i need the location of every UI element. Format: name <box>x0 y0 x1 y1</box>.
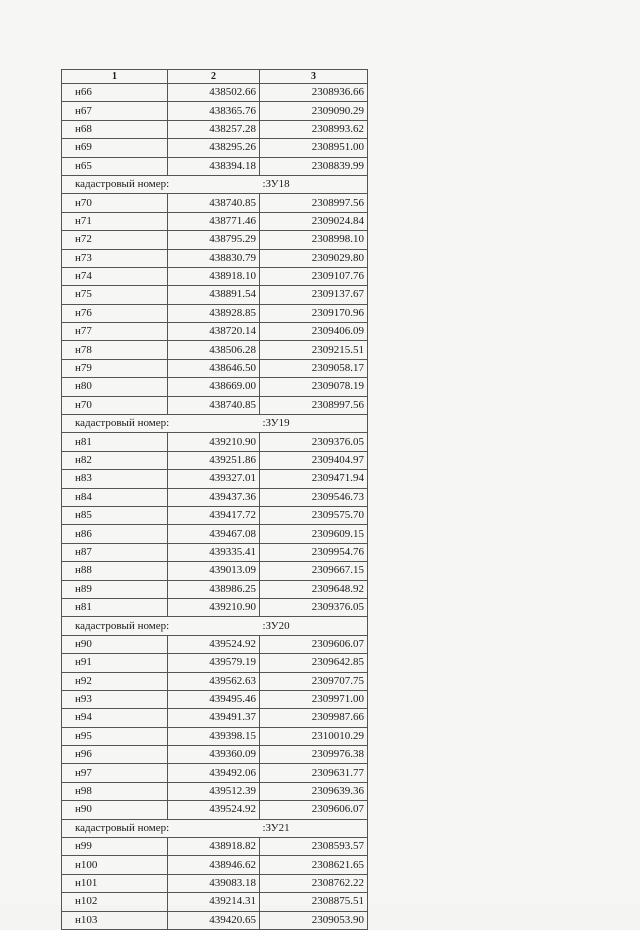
y-coordinate: 2309971.00 <box>260 690 368 708</box>
table-row <box>62 433 368 451</box>
y-coordinate: 2309376.05 <box>260 433 368 451</box>
point-id: н81 <box>62 433 168 451</box>
point-id: н65 <box>62 157 168 175</box>
x-coordinate: 439492.06 <box>168 764 260 782</box>
point-id: н86 <box>62 525 168 543</box>
table-row <box>62 304 368 322</box>
x-coordinate: 438646.50 <box>168 359 260 377</box>
x-coordinate: 439083.18 <box>168 874 260 892</box>
table-row <box>62 635 368 653</box>
table-row <box>62 506 368 524</box>
x-coordinate: 439210.90 <box>168 598 260 616</box>
y-coordinate: 2309606.07 <box>260 801 368 819</box>
point-id: н78 <box>62 341 168 359</box>
y-coordinate: 2308998.10 <box>260 231 368 249</box>
table-row <box>62 249 368 267</box>
y-coordinate: 2308875.51 <box>260 893 368 911</box>
table-row <box>62 157 368 175</box>
table-row <box>62 194 368 212</box>
x-coordinate: 439579.19 <box>168 654 260 672</box>
point-id: н98 <box>62 782 168 800</box>
table-row <box>62 102 368 120</box>
table-row <box>62 120 368 138</box>
point-id: н94 <box>62 709 168 727</box>
y-coordinate: 2308951.00 <box>260 139 368 157</box>
x-coordinate: 438295.26 <box>168 139 260 157</box>
point-id: н95 <box>62 727 168 745</box>
point-id: н77 <box>62 323 168 341</box>
x-coordinate: 439398.15 <box>168 727 260 745</box>
y-coordinate: 2308593.57 <box>260 838 368 856</box>
table-row <box>62 672 368 690</box>
y-coordinate: 2309376.05 <box>260 598 368 616</box>
table-row <box>62 654 368 672</box>
y-coordinate: 2309987.66 <box>260 709 368 727</box>
y-coordinate: 2308936.66 <box>260 84 368 102</box>
point-id: н99 <box>62 838 168 856</box>
point-id: н89 <box>62 580 168 598</box>
header-col-2: 2 <box>168 70 260 84</box>
y-coordinate: 2309215.51 <box>260 341 368 359</box>
x-coordinate: 439562.63 <box>168 672 260 690</box>
point-id: н87 <box>62 543 168 561</box>
point-id: н101 <box>62 874 168 892</box>
y-coordinate: 2309107.76 <box>260 267 368 285</box>
x-coordinate: 438918.10 <box>168 267 260 285</box>
y-coordinate: 2309404.97 <box>260 451 368 469</box>
header-col-1: 1 <box>62 70 168 84</box>
x-coordinate: 439524.92 <box>168 635 260 653</box>
y-coordinate: 2308993.62 <box>260 120 368 138</box>
x-coordinate: 438795.29 <box>168 231 260 249</box>
table-row <box>62 874 368 892</box>
x-coordinate: 439335.41 <box>168 543 260 561</box>
point-id: н96 <box>62 746 168 764</box>
table-row <box>62 746 368 764</box>
point-id: н73 <box>62 249 168 267</box>
point-id: н76 <box>62 304 168 322</box>
table-row <box>62 359 368 377</box>
table-row <box>62 451 368 469</box>
point-id: н100 <box>62 856 168 874</box>
table-row <box>62 580 368 598</box>
y-coordinate: 2309976.38 <box>260 746 368 764</box>
cadastral-code: :ЗУ18 <box>260 175 368 193</box>
table-header-row <box>62 70 368 84</box>
x-coordinate: 438740.85 <box>168 194 260 212</box>
y-coordinate: 2309546.73 <box>260 488 368 506</box>
x-coordinate: 438502.66 <box>168 84 260 102</box>
point-id: н103 <box>62 911 168 929</box>
x-coordinate: 438771.46 <box>168 212 260 230</box>
table-row <box>62 893 368 911</box>
cadastral-section-row <box>62 175 368 193</box>
y-coordinate: 2309029.80 <box>260 249 368 267</box>
x-coordinate: 438740.85 <box>168 396 260 414</box>
y-coordinate: 2309606.07 <box>260 635 368 653</box>
x-coordinate: 438928.85 <box>168 304 260 322</box>
x-coordinate: 439251.86 <box>168 451 260 469</box>
point-id: н84 <box>62 488 168 506</box>
x-coordinate: 439210.90 <box>168 433 260 451</box>
x-coordinate: 438918.82 <box>168 838 260 856</box>
table-row <box>62 84 368 102</box>
table-row <box>62 267 368 285</box>
point-id: н83 <box>62 470 168 488</box>
x-coordinate: 439214.31 <box>168 893 260 911</box>
x-coordinate: 439524.92 <box>168 801 260 819</box>
x-coordinate: 439013.09 <box>168 562 260 580</box>
point-id: н67 <box>62 102 168 120</box>
x-coordinate: 438669.00 <box>168 378 260 396</box>
y-coordinate: 2309631.77 <box>260 764 368 782</box>
y-coordinate: 2308621.65 <box>260 856 368 874</box>
point-id: н93 <box>62 690 168 708</box>
x-coordinate: 439495.46 <box>168 690 260 708</box>
x-coordinate: 439360.09 <box>168 746 260 764</box>
point-id: н71 <box>62 212 168 230</box>
y-coordinate: 2309609.15 <box>260 525 368 543</box>
table-row <box>62 488 368 506</box>
cadastral-label: кадастровый номер: <box>62 819 260 837</box>
x-coordinate: 438365.76 <box>168 102 260 120</box>
cadastral-label: кадастровый номер: <box>62 415 260 433</box>
table-row <box>62 598 368 616</box>
y-coordinate: 2309024.84 <box>260 212 368 230</box>
x-coordinate: 439512.39 <box>168 782 260 800</box>
x-coordinate: 438506.28 <box>168 341 260 359</box>
table-row <box>62 856 368 874</box>
table-row <box>62 709 368 727</box>
point-id: н81 <box>62 598 168 616</box>
y-coordinate: 2308839.99 <box>260 157 368 175</box>
x-coordinate: 438946.62 <box>168 856 260 874</box>
table-row <box>62 323 368 341</box>
table-row <box>62 782 368 800</box>
point-id: н85 <box>62 506 168 524</box>
table-row <box>62 396 368 414</box>
header-col-3: 3 <box>260 70 368 84</box>
y-coordinate: 2309053.90 <box>260 911 368 929</box>
table-row <box>62 231 368 249</box>
point-id: н70 <box>62 194 168 212</box>
point-id: н92 <box>62 672 168 690</box>
x-coordinate: 438891.54 <box>168 286 260 304</box>
table-row <box>62 341 368 359</box>
point-id: н75 <box>62 286 168 304</box>
x-coordinate: 439420.65 <box>168 911 260 929</box>
point-id: н88 <box>62 562 168 580</box>
x-coordinate: 438830.79 <box>168 249 260 267</box>
point-id: н90 <box>62 801 168 819</box>
y-coordinate: 2309667.15 <box>260 562 368 580</box>
point-id: н90 <box>62 635 168 653</box>
coordinates-table <box>61 69 368 930</box>
y-coordinate: 2309058.17 <box>260 359 368 377</box>
table-row <box>62 543 368 561</box>
x-coordinate: 438720.14 <box>168 323 260 341</box>
point-id: н97 <box>62 764 168 782</box>
x-coordinate: 439467.08 <box>168 525 260 543</box>
cadastral-section-row <box>62 819 368 837</box>
x-coordinate: 438394.18 <box>168 157 260 175</box>
x-coordinate: 438257.28 <box>168 120 260 138</box>
x-coordinate: 439417.72 <box>168 506 260 524</box>
table-row <box>62 470 368 488</box>
cadastral-label: кадастровый номер: <box>62 175 260 193</box>
table-row <box>62 139 368 157</box>
x-coordinate: 439437.36 <box>168 488 260 506</box>
cadastral-code: :ЗУ20 <box>260 617 368 635</box>
x-coordinate: 439327.01 <box>168 470 260 488</box>
table-row <box>62 525 368 543</box>
y-coordinate: 2308762.22 <box>260 874 368 892</box>
table-row <box>62 286 368 304</box>
y-coordinate: 2309575.70 <box>260 506 368 524</box>
table-row <box>62 911 368 929</box>
point-id: н91 <box>62 654 168 672</box>
table-row <box>62 212 368 230</box>
x-coordinate: 439491.37 <box>168 709 260 727</box>
y-coordinate: 2309642.85 <box>260 654 368 672</box>
y-coordinate: 2309090.29 <box>260 102 368 120</box>
y-coordinate: 2308997.56 <box>260 194 368 212</box>
table-row <box>62 838 368 856</box>
point-id: н79 <box>62 359 168 377</box>
point-id: н70 <box>62 396 168 414</box>
point-id: н69 <box>62 139 168 157</box>
y-coordinate: 2309078.19 <box>260 378 368 396</box>
y-coordinate: 2309954.76 <box>260 543 368 561</box>
y-coordinate: 2309707.75 <box>260 672 368 690</box>
table-row <box>62 690 368 708</box>
point-id: н66 <box>62 84 168 102</box>
point-id: н72 <box>62 231 168 249</box>
y-coordinate: 2309170.96 <box>260 304 368 322</box>
cadastral-label: кадастровый номер: <box>62 617 260 635</box>
point-id: н102 <box>62 893 168 911</box>
y-coordinate: 2309648.92 <box>260 580 368 598</box>
cadastral-section-row <box>62 617 368 635</box>
table-row <box>62 562 368 580</box>
table-row <box>62 764 368 782</box>
y-coordinate: 2309137.67 <box>260 286 368 304</box>
y-coordinate: 2308997.56 <box>260 396 368 414</box>
point-id: н82 <box>62 451 168 469</box>
table-row <box>62 727 368 745</box>
cadastral-section-row <box>62 415 368 433</box>
point-id: н80 <box>62 378 168 396</box>
y-coordinate: 2310010.29 <box>260 727 368 745</box>
point-id: н74 <box>62 267 168 285</box>
point-id: н68 <box>62 120 168 138</box>
table-row <box>62 378 368 396</box>
table-row <box>62 801 368 819</box>
cadastral-code: :ЗУ19 <box>260 415 368 433</box>
y-coordinate: 2309471.94 <box>260 470 368 488</box>
x-coordinate: 438986.25 <box>168 580 260 598</box>
y-coordinate: 2309406.09 <box>260 323 368 341</box>
cadastral-code: :ЗУ21 <box>260 819 368 837</box>
y-coordinate: 2309639.36 <box>260 782 368 800</box>
